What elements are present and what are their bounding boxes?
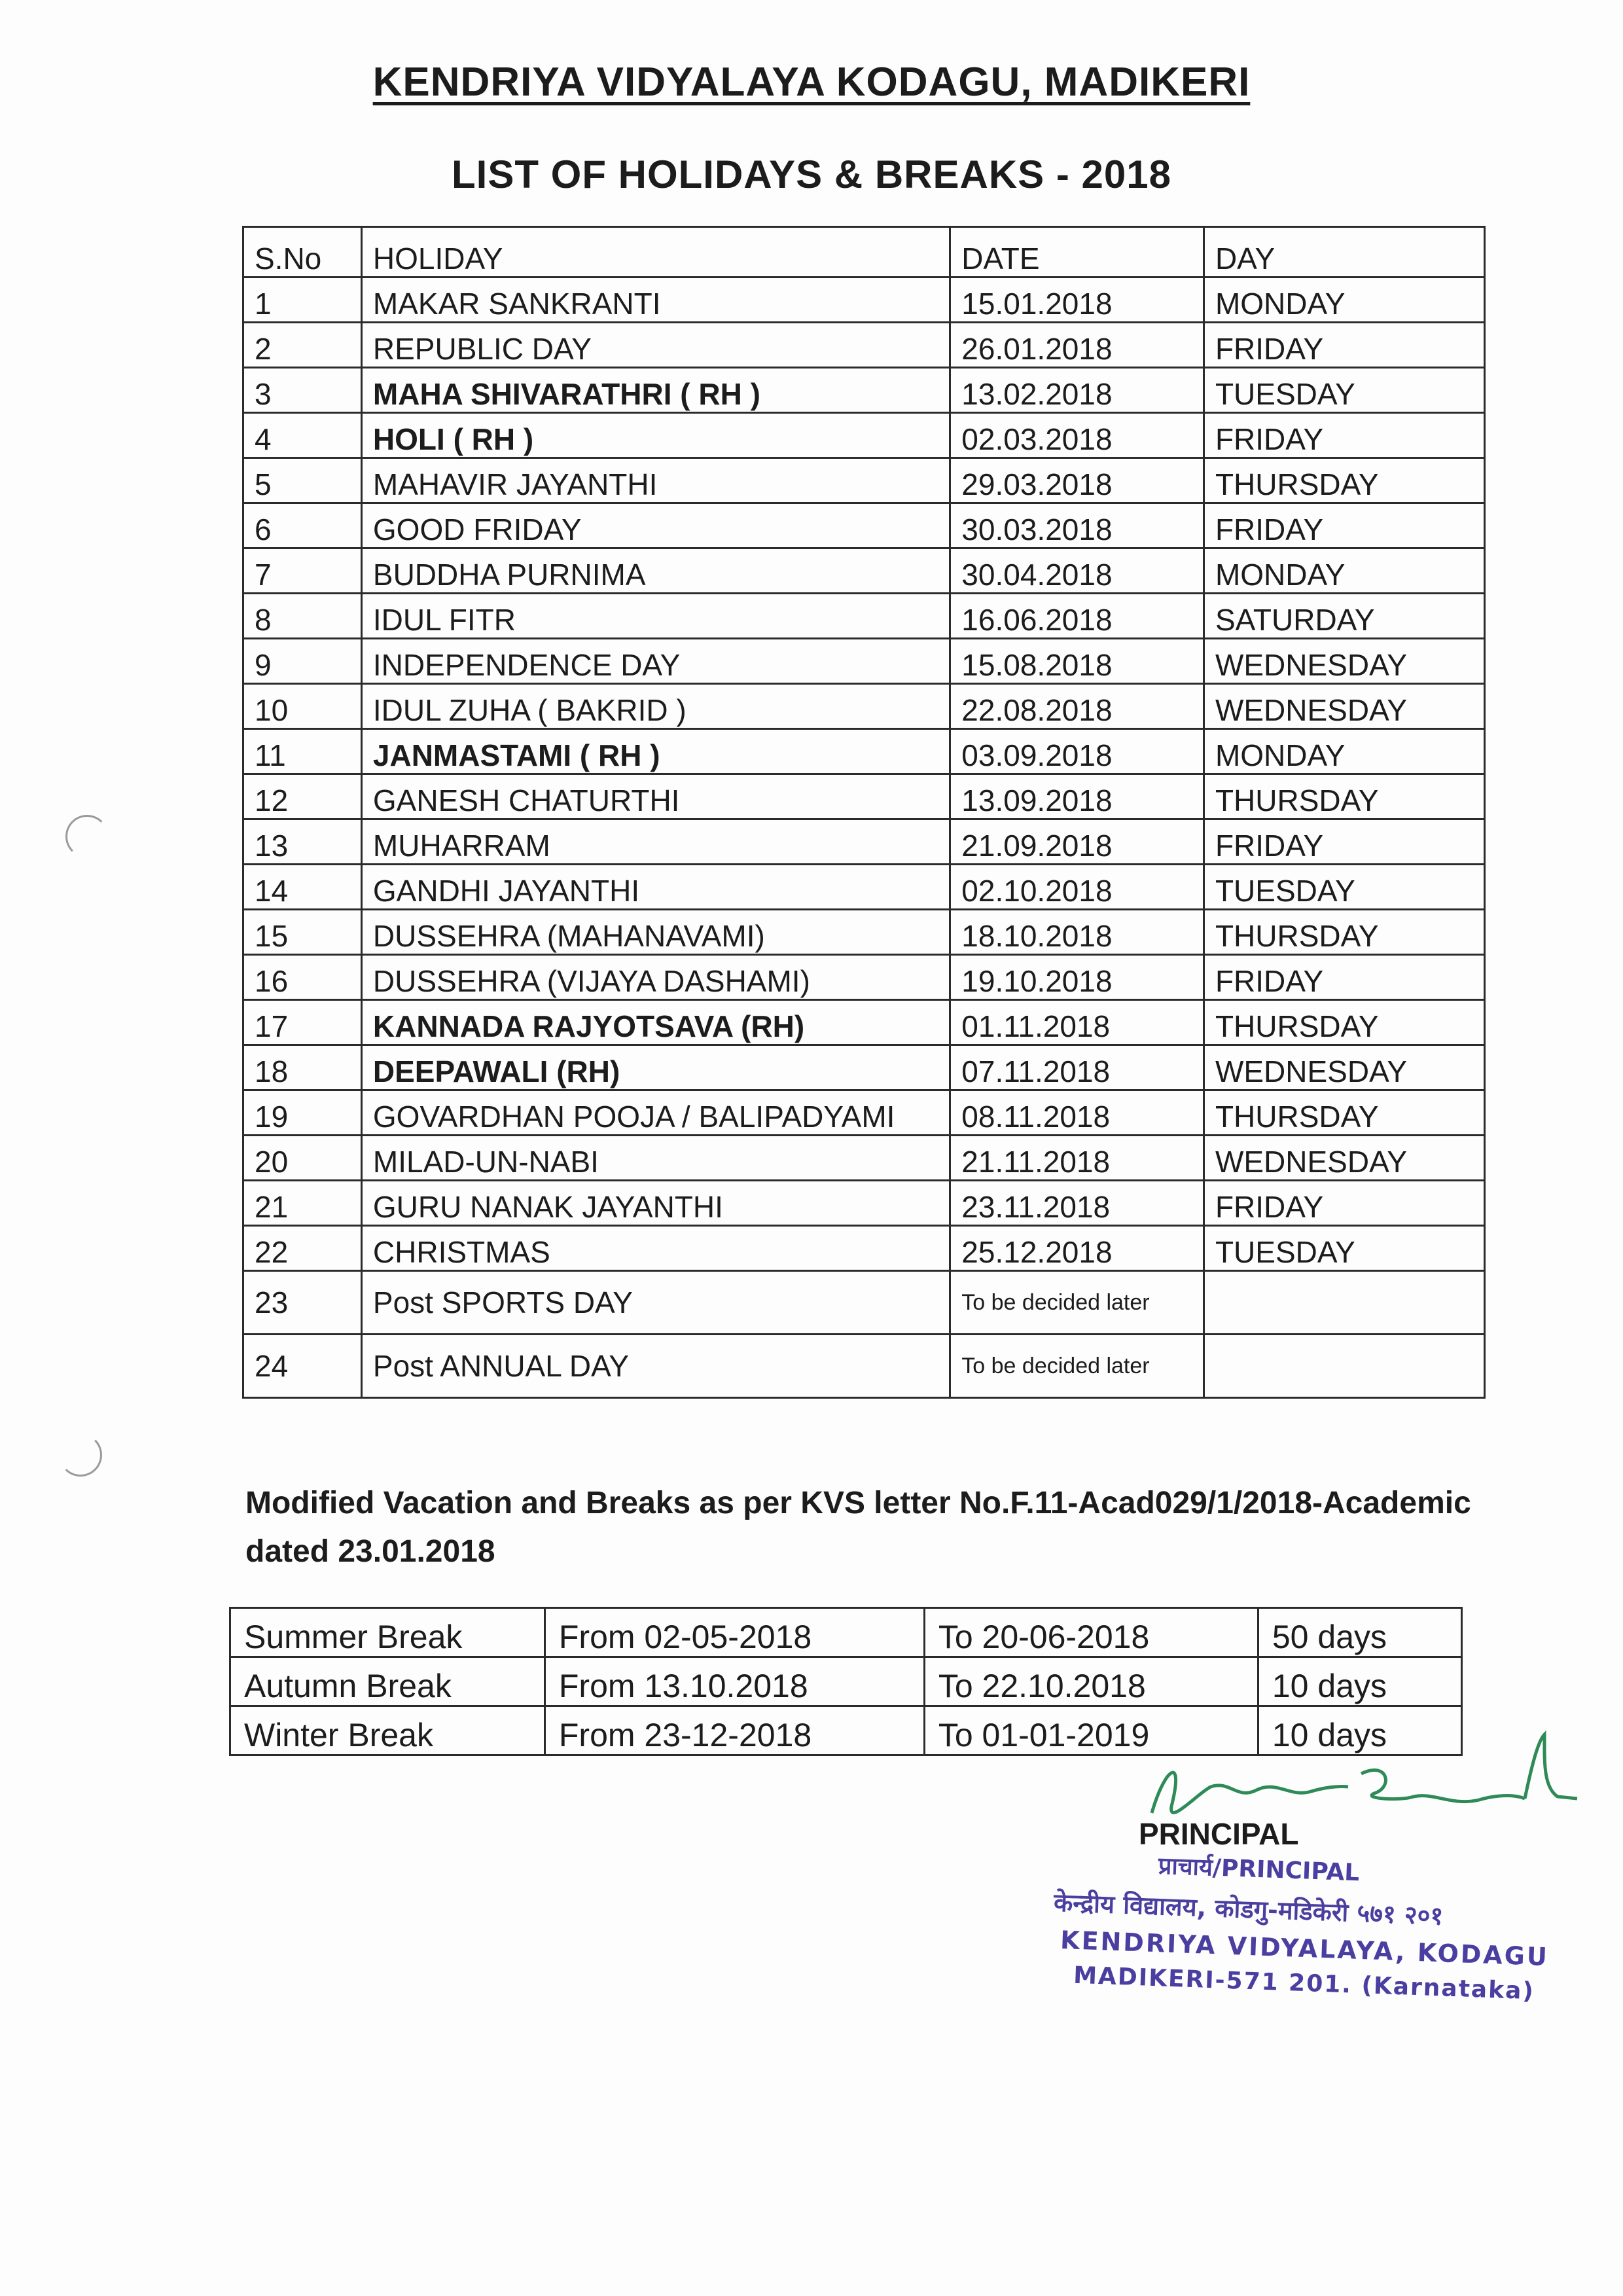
- cell-holiday: GANESH CHATURTHI: [361, 774, 950, 819]
- table-row: [243, 1181, 1485, 1226]
- column-header-day: DAY: [1204, 227, 1484, 278]
- cell-day: FRIDAY: [1204, 819, 1484, 865]
- stamp-school-line: KENDRIYA VIDYALAYA, KODAGU: [1060, 1925, 1550, 1972]
- list-title: LIST OF HOLIDAYS & BREAKS - 2018: [452, 152, 1171, 196]
- cell-day: TUESDAY: [1204, 1226, 1484, 1271]
- cell-sno: 8: [243, 594, 362, 639]
- cell-sno: 19: [243, 1090, 362, 1136]
- table-row: [230, 1608, 1462, 1657]
- cell-sno: 12: [243, 774, 362, 819]
- cell-date: 15.01.2018: [950, 278, 1204, 323]
- cell-day: TUESDAY: [1204, 865, 1484, 910]
- cell-sno: 14: [243, 865, 362, 910]
- cell-holiday: DEEPAWALI (RH): [361, 1045, 950, 1090]
- table-row: [243, 458, 1485, 503]
- cell-sno: 1: [243, 278, 362, 323]
- stamp-hindi-line: केन्द्रीय विद्यालय, कोडगु-मडिकेरी ५७१ २०१: [1053, 1888, 1444, 1931]
- cell-date: 30.04.2018: [950, 548, 1204, 594]
- cell-date: 07.11.2018: [950, 1045, 1204, 1090]
- holiday-table-header: [243, 227, 1485, 278]
- cell-day: [1204, 1271, 1484, 1335]
- cell-holiday: GANDHI JAYANTHI: [361, 865, 950, 910]
- table-row: [243, 1226, 1485, 1271]
- cell-day: THURSDAY: [1204, 774, 1484, 819]
- table-row: [243, 729, 1485, 774]
- cell-date: 15.08.2018: [950, 639, 1204, 684]
- cell-break-days: 10 days: [1258, 1706, 1461, 1755]
- table-row: [243, 1045, 1485, 1090]
- cell-break-name: Winter Break: [230, 1706, 545, 1755]
- cell-holiday: MAKAR SANKRANTI: [361, 278, 950, 323]
- table-row: [243, 503, 1485, 548]
- cell-holiday: MAHA SHIVARATHRI ( RH ): [361, 368, 950, 413]
- cell-sno: 10: [243, 684, 362, 729]
- cell-day: WEDNESDAY: [1204, 684, 1484, 729]
- school-name: KENDRIYA VIDYALAYA KODAGU, MADIKERI: [372, 60, 1251, 105]
- cell-holiday: HOLI ( RH ): [361, 413, 950, 458]
- cell-date: 29.03.2018: [950, 458, 1204, 503]
- cell-sno: 4: [243, 413, 362, 458]
- cell-date: 23.11.2018: [950, 1181, 1204, 1226]
- cell-date: 13.02.2018: [950, 368, 1204, 413]
- cell-holiday: Post SPORTS DAY: [361, 1271, 950, 1335]
- table-row: [243, 910, 1485, 955]
- cell-break-days: 10 days: [1258, 1657, 1461, 1706]
- cell-date: To be decided later: [950, 1271, 1204, 1335]
- cell-holiday: Post ANNUAL DAY: [361, 1335, 950, 1398]
- cell-break-to: To 01-01-2019: [924, 1706, 1258, 1755]
- cell-date: 22.08.2018: [950, 684, 1204, 729]
- cell-date: 03.09.2018: [950, 729, 1204, 774]
- cell-sno: 6: [243, 503, 362, 548]
- cell-break-to: To 22.10.2018: [924, 1657, 1258, 1706]
- table-row: [243, 1090, 1485, 1136]
- punch-hole-mark: [59, 1433, 102, 1477]
- cell-date: 16.06.2018: [950, 594, 1204, 639]
- column-header-date: DATE: [950, 227, 1204, 278]
- cell-holiday: IDUL FITR: [361, 594, 950, 639]
- cell-holiday: GURU NANAK JAYANTHI: [361, 1181, 950, 1226]
- column-header-sno: S.No: [243, 227, 362, 278]
- cell-day: THURSDAY: [1204, 458, 1484, 503]
- cell-sno: 24: [243, 1335, 362, 1398]
- table-row: [243, 548, 1485, 594]
- cell-break-days: 50 days: [1258, 1608, 1461, 1657]
- cell-day: FRIDAY: [1204, 955, 1484, 1000]
- cell-day: FRIDAY: [1204, 503, 1484, 548]
- cell-day: THURSDAY: [1204, 910, 1484, 955]
- table-row: [243, 639, 1485, 684]
- cell-date: 02.10.2018: [950, 865, 1204, 910]
- principal-label: PRINCIPAL: [1139, 1817, 1299, 1851]
- cell-date: 19.10.2018: [950, 955, 1204, 1000]
- cell-date: 21.11.2018: [950, 1136, 1204, 1181]
- cell-day: TUESDAY: [1204, 368, 1484, 413]
- punch-hole-mark: [65, 815, 109, 858]
- cell-holiday: IDUL ZUHA ( BAKRID ): [361, 684, 950, 729]
- cell-holiday: GOOD FRIDAY: [361, 503, 950, 548]
- cell-holiday: REPUBLIC DAY: [361, 323, 950, 368]
- cell-date: 25.12.2018: [950, 1226, 1204, 1271]
- cell-sno: 7: [243, 548, 362, 594]
- cell-break-name: Summer Break: [230, 1608, 545, 1657]
- cell-holiday: DUSSEHRA (MAHANAVAMI): [361, 910, 950, 955]
- table-row: [243, 955, 1485, 1000]
- cell-sno: 5: [243, 458, 362, 503]
- cell-day: FRIDAY: [1204, 323, 1484, 368]
- cell-holiday: MUHARRAM: [361, 819, 950, 865]
- cell-holiday: BUDDHA PURNIMA: [361, 548, 950, 594]
- cell-break-name: Autumn Break: [230, 1657, 545, 1706]
- cell-day: THURSDAY: [1204, 1090, 1484, 1136]
- table-row: [243, 865, 1485, 910]
- cell-date: 18.10.2018: [950, 910, 1204, 955]
- cell-sno: 9: [243, 639, 362, 684]
- cell-date: To be decided later: [950, 1335, 1204, 1398]
- cell-break-from: From 13.10.2018: [544, 1657, 924, 1706]
- vacation-note: Modified Vacation and Breaks as per KVS letter No.F.11-Acad029/1/2018-Academic dated 23.01.2018: [245, 1486, 1471, 1569]
- cell-holiday: MILAD-UN-NABI: [361, 1136, 950, 1181]
- cell-holiday: KANNADA RAJYOTSAVA (RH): [361, 1000, 950, 1045]
- cell-holiday: GOVARDHAN POOJA / BALIPADYAMI: [361, 1090, 950, 1136]
- cell-day: WEDNESDAY: [1204, 1136, 1484, 1181]
- cell-break-to: To 20-06-2018: [924, 1608, 1258, 1657]
- cell-day: MONDAY: [1204, 548, 1484, 594]
- cell-day: WEDNESDAY: [1204, 1045, 1484, 1090]
- cell-sno: 3: [243, 368, 362, 413]
- cell-sno: 22: [243, 1226, 362, 1271]
- cell-holiday: INDEPENDENCE DAY: [361, 639, 950, 684]
- cell-sno: 23: [243, 1271, 362, 1335]
- cell-day: [1204, 1335, 1484, 1398]
- table-row: [243, 278, 1485, 323]
- cell-date: 26.01.2018: [950, 323, 1204, 368]
- cell-date: 02.03.2018: [950, 413, 1204, 458]
- cell-date: 08.11.2018: [950, 1090, 1204, 1136]
- cell-break-from: From 23-12-2018: [544, 1706, 924, 1755]
- table-row: [243, 819, 1485, 865]
- table-row: [243, 323, 1485, 368]
- cell-break-from: From 02-05-2018: [544, 1608, 924, 1657]
- cell-sno: 16: [243, 955, 362, 1000]
- cell-sno: 11: [243, 729, 362, 774]
- table-row: [230, 1657, 1462, 1706]
- cell-date: 30.03.2018: [950, 503, 1204, 548]
- table-row: [243, 1335, 1485, 1398]
- cell-holiday: MAHAVIR JAYANTHI: [361, 458, 950, 503]
- cell-date: 21.09.2018: [950, 819, 1204, 865]
- table-row: [243, 1271, 1485, 1335]
- cell-sno: 2: [243, 323, 362, 368]
- cell-sno: 21: [243, 1181, 362, 1226]
- cell-date: 13.09.2018: [950, 774, 1204, 819]
- cell-day: FRIDAY: [1204, 413, 1484, 458]
- cell-sno: 18: [243, 1045, 362, 1090]
- cell-day: THURSDAY: [1204, 1000, 1484, 1045]
- cell-day: WEDNESDAY: [1204, 639, 1484, 684]
- cell-sno: 13: [243, 819, 362, 865]
- cell-holiday: CHRISTMAS: [361, 1226, 950, 1271]
- table-row: [243, 774, 1485, 819]
- table-row: [243, 684, 1485, 729]
- cell-day: SATURDAY: [1204, 594, 1484, 639]
- table-row: [243, 368, 1485, 413]
- cell-date: 01.11.2018: [950, 1000, 1204, 1045]
- holiday-table: [242, 226, 1486, 1399]
- table-row: [243, 1000, 1485, 1045]
- cell-holiday: JANMASTAMI ( RH ): [361, 729, 950, 774]
- cell-sno: 20: [243, 1136, 362, 1181]
- cell-sno: 15: [243, 910, 362, 955]
- cell-sno: 17: [243, 1000, 362, 1045]
- cell-day: FRIDAY: [1204, 1181, 1484, 1226]
- stamp-address-line: MADIKERI-571 201. (Karnataka): [1073, 1962, 1535, 2005]
- cell-day: MONDAY: [1204, 729, 1484, 774]
- stamp-title: प्राचार्य/PRINCIPAL: [1158, 1852, 1360, 1887]
- cell-day: MONDAY: [1204, 278, 1484, 323]
- table-row: [243, 413, 1485, 458]
- table-row: [243, 1136, 1485, 1181]
- table-row: [243, 594, 1485, 639]
- cell-holiday: DUSSEHRA (VIJAYA DASHAMI): [361, 955, 950, 1000]
- column-header-holiday: HOLIDAY: [361, 227, 950, 278]
